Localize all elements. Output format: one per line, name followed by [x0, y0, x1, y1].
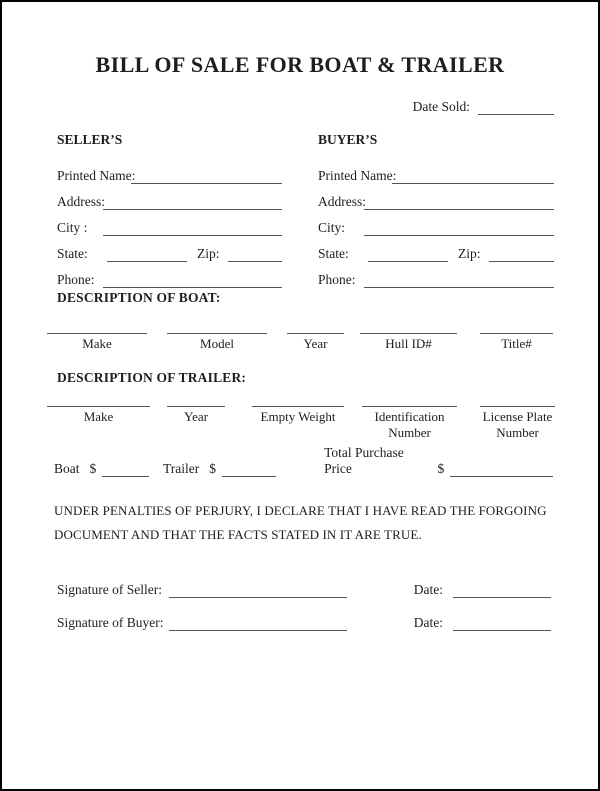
- seller-state-label: State:: [57, 246, 88, 261]
- buyer-address-input[interactable]: [364, 195, 554, 210]
- buyer-date-group: [414, 615, 551, 631]
- buyer-signature-row: [57, 613, 551, 631]
- price-trailer-label: Trailer: [162, 461, 200, 476]
- buyer-city-label: City:: [318, 220, 346, 235]
- buyer-printed-name-row: [318, 158, 554, 184]
- buyer-signature-input[interactable]: [169, 616, 347, 631]
- buyer-state-input[interactable]: [368, 247, 448, 262]
- date-sold-input[interactable]: [478, 100, 554, 115]
- trailer-year-label: Year: [184, 409, 208, 424]
- seller-state-input[interactable]: [107, 247, 187, 262]
- price-boat-currency: $: [89, 461, 97, 476]
- seller-city-row: [57, 210, 282, 236]
- buyer-printed-name-label: Printed Name:: [318, 168, 397, 183]
- trailer-identification-number-field[interactable]: [362, 406, 457, 441]
- boat-make-field[interactable]: [47, 333, 147, 352]
- price-boat-label: Boat: [54, 461, 80, 476]
- price-total-label: Total Purchase Price: [324, 445, 404, 476]
- trailer-identification-number-label: Identification Number: [374, 409, 445, 440]
- buyer-address-label: Address:: [318, 194, 366, 209]
- seller-printed-name-row: [57, 158, 282, 184]
- seller-signature-input[interactable]: [169, 583, 347, 598]
- seller-signature-label: Signature of Seller:: [57, 582, 162, 597]
- price-total-currency: $: [437, 461, 445, 476]
- buyer-zip-label: Zip:: [458, 246, 481, 261]
- seller-state-zip-row: [57, 236, 282, 262]
- date-sold-row: [413, 98, 554, 115]
- seller-zip-label: Zip:: [197, 246, 220, 261]
- seller-address-input[interactable]: [103, 195, 282, 210]
- buyer-phone-row: [318, 262, 554, 288]
- trailer-year-field[interactable]: [167, 406, 225, 441]
- seller-phone-row: [57, 262, 282, 288]
- seller-date-input[interactable]: [453, 583, 551, 598]
- seller-address-label: Address:: [57, 194, 105, 209]
- boat-hull-id-label: Hull ID#: [385, 336, 432, 351]
- seller-section: [57, 132, 282, 288]
- date-sold-label: Date Sold:: [412, 99, 470, 114]
- trailer-empty-weight-label: Empty Weight: [260, 409, 336, 424]
- parties-section: [57, 132, 554, 288]
- trailer-license-plate-field[interactable]: [480, 406, 555, 441]
- trailer-description-table: [47, 406, 555, 441]
- seller-phone-label: Phone:: [57, 272, 95, 287]
- seller-signature-row: [57, 580, 551, 598]
- buyer-city-input[interactable]: [364, 221, 554, 236]
- buyer-address-row: [318, 184, 554, 210]
- buyer-city-row: [318, 210, 554, 236]
- seller-printed-name-label: Printed Name:: [57, 168, 136, 183]
- trailer-license-plate-label: License Plate Number: [482, 409, 553, 440]
- trailer-empty-weight-field[interactable]: [252, 406, 344, 441]
- buyer-phone-label: Phone:: [318, 272, 356, 287]
- seller-printed-name-input[interactable]: [131, 169, 282, 184]
- boat-model-field[interactable]: [167, 333, 267, 352]
- boat-year-field[interactable]: [287, 333, 344, 352]
- trailer-make-field[interactable]: [47, 406, 150, 441]
- price-boat-input[interactable]: [102, 462, 149, 477]
- price-trailer-input[interactable]: [222, 462, 276, 477]
- boat-year-label: Year: [303, 336, 328, 351]
- buyer-zip-input[interactable]: [489, 247, 555, 262]
- seller-heading: SELLER’S: [57, 132, 123, 147]
- buyer-state-zip-row: [318, 236, 554, 262]
- boat-title-label: Title#: [501, 336, 532, 351]
- trailer-make-label: Make: [83, 409, 114, 424]
- buyer-heading: BUYER’S: [318, 132, 378, 147]
- form-title: BILL OF SALE FOR BOAT & TRAILER: [95, 52, 505, 77]
- seller-date-group: [414, 582, 551, 598]
- perjury-declaration-text: UNDER PENALTIES OF PERJURY, I DECLARE THAT I HAVE READ THE FORGOING DOCUMENT AND THAT THE FACTS STATED IN IT ARE TRUE.: [54, 503, 547, 542]
- boat-description-table: [47, 333, 553, 352]
- trailer-section-heading: DESCRIPTION OF TRAILER:: [57, 370, 247, 385]
- buyer-date-label: Date:: [413, 615, 443, 630]
- boat-model-label: Model: [200, 336, 234, 351]
- seller-phone-input[interactable]: [103, 273, 282, 288]
- seller-city-label: City :: [57, 220, 88, 235]
- boat-make-label: Make: [82, 336, 112, 351]
- buyer-date-input[interactable]: [453, 616, 551, 631]
- seller-city-input[interactable]: [103, 221, 282, 236]
- buyer-printed-name-input[interactable]: [392, 169, 554, 184]
- buyer-state-label: State:: [318, 246, 349, 261]
- boat-section-heading: DESCRIPTION OF BOAT:: [57, 290, 221, 305]
- boat-hull-id-field[interactable]: [360, 333, 457, 352]
- price-total-input[interactable]: [450, 462, 553, 477]
- buyer-signature-label: Signature of Buyer:: [57, 615, 164, 630]
- price-trailer-currency: $: [209, 461, 216, 476]
- seller-date-label: Date:: [413, 582, 443, 597]
- buyer-section: [318, 132, 554, 288]
- seller-zip-input[interactable]: [228, 247, 283, 262]
- seller-address-row: [57, 184, 282, 210]
- price-row: [54, 445, 553, 477]
- boat-title-field[interactable]: [480, 333, 553, 352]
- buyer-phone-input[interactable]: [364, 273, 554, 288]
